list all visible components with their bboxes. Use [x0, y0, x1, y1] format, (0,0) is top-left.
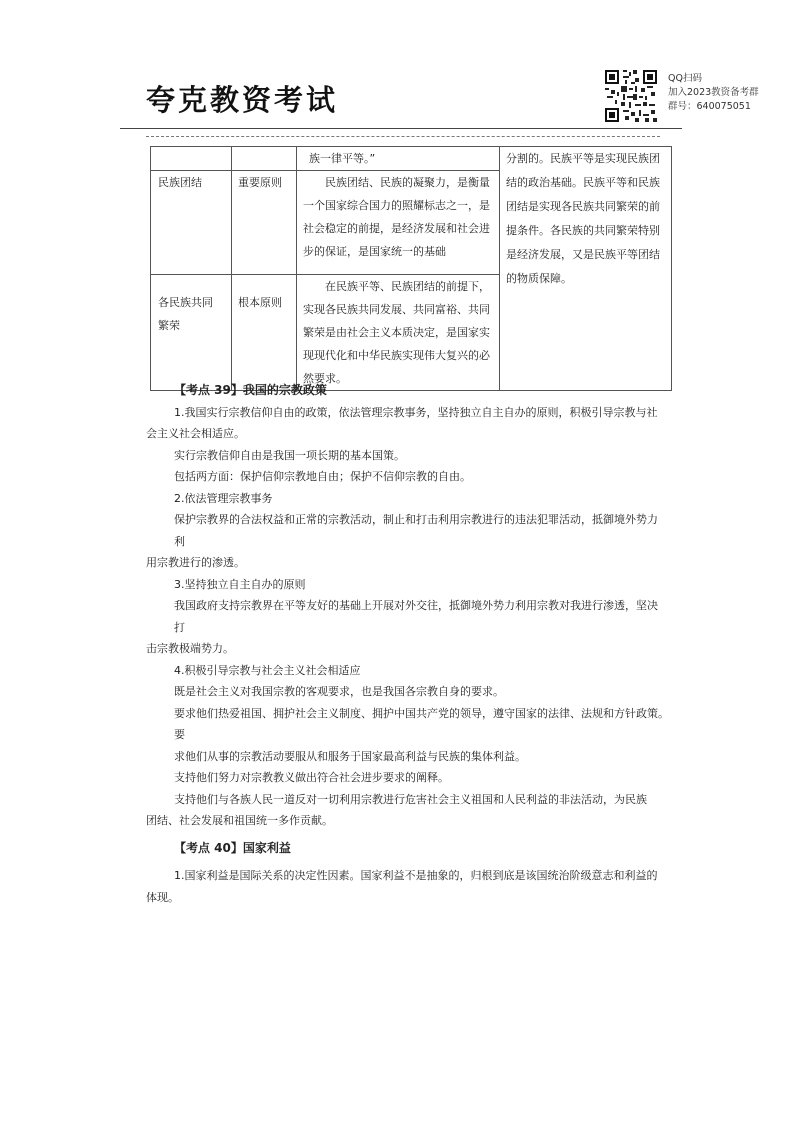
page-header [0, 0, 800, 140]
cell-text: 在民族平等、民族团结的前提下，实现各民族共同发展、共同富裕、共同繁荣是由社会主义本质决定，是国家实现现代化和中华民族实现伟大复兴的必然要求。 [303, 280, 490, 385]
table-cell [297, 275, 500, 391]
paragraph: 包括两方面：保护信仰宗教地自由；保护不信仰宗教的自由。 [174, 470, 471, 483]
table-cell [151, 275, 232, 391]
paragraph: 体现。 [146, 890, 179, 904]
table-cell-summary [500, 147, 672, 391]
table-cell [232, 147, 297, 171]
paragraph: 支持他们与各族人民一道反对一切利用宗教进行危害社会主义祖国和人民利益的非法活动，为民族 [174, 792, 647, 806]
cell-text: 民族团结、民族的凝聚力，是衡量一个国家综合国力的照耀标志之一，是社会稳定的前提，是经济发展和社会进步的保证，是国家统一的基础 [303, 176, 490, 258]
table-row [151, 147, 672, 171]
paragraph: 既是社会主义对我国宗教的客观要求，也是我国各宗教自身的要求。 [174, 685, 504, 698]
cell-text: 根本原则 [238, 296, 282, 309]
main-content [146, 380, 678, 908]
ethnic-policy-table [150, 146, 672, 391]
paragraph: 击宗教极端势力。 [146, 642, 234, 655]
section-heading: 【考点 39】我国的宗教政策 [174, 383, 327, 397]
qr-code-icon [605, 70, 657, 122]
paragraph: 实行宗教信仰自由是我国一项长期的基本国策。 [174, 448, 405, 462]
paragraph: 1.我国实行宗教信仰自由的政策，依法管理宗教事务，坚持独立自主自办的原则，积极引导宗教与社 [174, 405, 658, 419]
table-cell [232, 275, 297, 391]
cell-text: 分割的。民族平等是实现民族团结的政治基础。民族平等和民族团结是实现各民族共同繁荣的前提条件。各民族的共同繁荣特别是经济发展，又是民族平等团结的物质保障。 [506, 152, 660, 285]
header-dashed-divider [146, 136, 660, 137]
cell-text: 民族团结 [158, 176, 202, 189]
qr-caption [668, 72, 759, 114]
section-heading: 【考点 40】国家利益 [174, 840, 291, 855]
cell-text: 各民族共同繁荣 [158, 296, 213, 332]
table-cell [297, 147, 500, 171]
cell-text: 族一律平等。” [309, 152, 376, 165]
table-cell [151, 147, 232, 171]
paragraph: 4.积极引导宗教与社会主义社会相适应 [174, 663, 361, 677]
table-cell [232, 171, 297, 275]
qr-caption-line: 群号：640075051 [668, 101, 751, 112]
cell-text: 重要原则 [238, 176, 282, 189]
paragraph: 用宗教进行的渗透。 [146, 556, 245, 569]
table-cell [151, 171, 232, 275]
paragraph: 会主义社会相适应。 [146, 427, 245, 440]
paragraph: 保护宗教界的合法权益和正常的宗教活动，制止和打击利用宗教进行的违法犯罪活动，抵御境外势力 利 [174, 513, 673, 548]
paragraph: 1.国家利益是国际关系的决定性因素。国家利益不是抽象的，归根到底是该国统治阶级意志和利益的 [174, 869, 658, 882]
paragraph: 我国政府支持宗教界在平等友好的基础上开展对外交往，抵御境外势力利用宗教对我进行渗透，坚决 打 [174, 599, 673, 634]
paragraph: 要求他们热爱祖国、拥护社会主义制度、拥护中国共产党的领导，遵守国家的法律、法规和方针政策。 要 [174, 706, 678, 741]
qr-caption-line: QQ扫码 [668, 73, 702, 84]
paragraph: 求他们从事的宗教活动要服从和服务于国家最高利益与民族的集体利益。 [174, 749, 526, 763]
header-divider [120, 128, 682, 129]
paragraph: 支持他们努力对宗教教义做出符合社会进步要求的阐释。 [174, 771, 449, 784]
paragraph: 3.坚持独立自主自办的原则 [174, 577, 306, 591]
brand-title: 夸克教资考试 [146, 83, 339, 117]
paragraph: 团结、社会发展和祖国统一多作贡献。 [146, 814, 333, 827]
qr-caption-line: 加入2023教资备考群 [668, 87, 759, 98]
paragraph: 2.依法管理宗教事务 [174, 491, 273, 505]
table-cell [297, 171, 500, 275]
